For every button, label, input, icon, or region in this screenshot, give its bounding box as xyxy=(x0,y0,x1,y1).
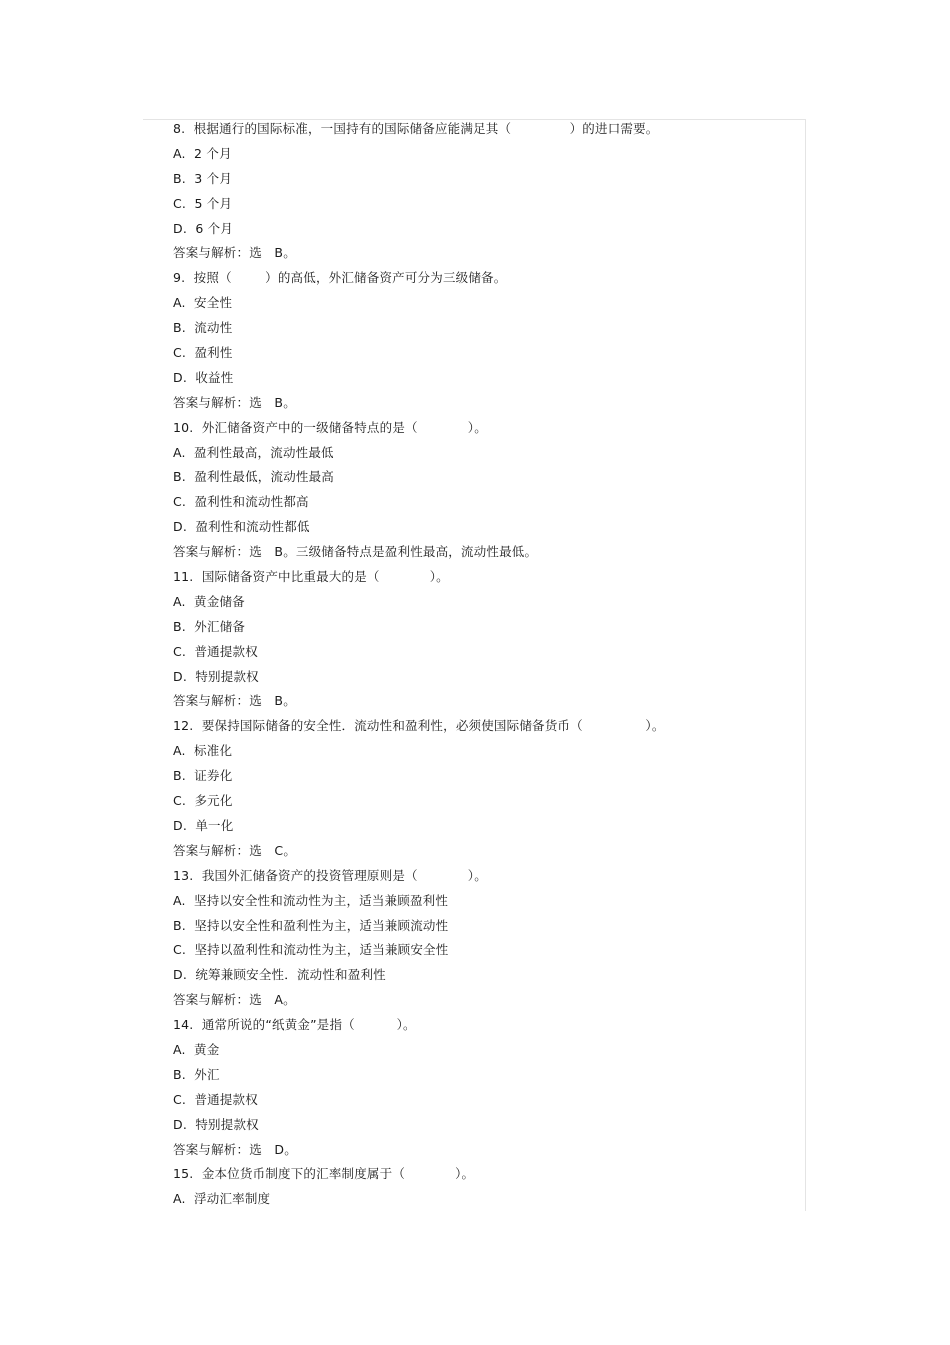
option-a: A. 坚持以安全性和流动性为主，适当兼顾盈利性 xyxy=(173,892,449,908)
answer-explanation: 答案与解析：选 B。 xyxy=(173,693,296,709)
question-9 xyxy=(173,266,793,415)
question-stem: 10. 外汇储备资产中的一级储备特点的是（ ）。 xyxy=(173,419,487,435)
question-15 xyxy=(173,1162,793,1212)
question-14 xyxy=(173,1013,793,1162)
option-b: B. 流动性 xyxy=(173,320,233,336)
option-d: D. 盈利性和流动性都低 xyxy=(173,519,310,535)
option-a: A. 安全性 xyxy=(173,295,233,311)
question-13 xyxy=(173,864,793,1013)
option-d: D. 收益性 xyxy=(173,369,234,385)
question-12 xyxy=(173,714,793,863)
option-c: C. 坚持以盈利性和流动性为主，适当兼顾安全性 xyxy=(173,942,449,958)
option-d: D. 统筹兼顾安全性．流动性和盈利性 xyxy=(173,967,386,983)
option-b: B. 3 个月 xyxy=(173,170,233,186)
question-11 xyxy=(173,565,793,714)
option-b: B. 外汇 xyxy=(173,1066,220,1082)
option-c: C. 盈利性和流动性都高 xyxy=(173,494,309,510)
answer-explanation: 答案与解析：选 A。 xyxy=(173,992,296,1008)
option-a: A. 2 个月 xyxy=(173,145,232,161)
answer-explanation: 答案与解析：选 D。 xyxy=(173,1141,297,1157)
option-b: B. 证券化 xyxy=(173,768,233,784)
option-d: D. 特别提款权 xyxy=(173,1116,259,1132)
question-stem: 15. 金本位货币制度下的汇率制度属于（ ）。 xyxy=(173,1166,475,1182)
option-a: A. 标准化 xyxy=(173,743,233,759)
option-c: C. 多元化 xyxy=(173,793,233,809)
option-d: D. 单一化 xyxy=(173,817,234,833)
option-a: A. 黄金 xyxy=(173,1041,220,1057)
answer-explanation: 答案与解析：选 B。 xyxy=(173,394,296,410)
option-a: A. 浮动汇率制度 xyxy=(173,1191,271,1207)
option-d: D. 特别提款权 xyxy=(173,668,259,684)
option-c: C. 5 个月 xyxy=(173,195,233,211)
option-b: B. 坚持以安全性和盈利性为主，适当兼顾流动性 xyxy=(173,917,449,933)
option-b: B. 盈利性最低，流动性最高 xyxy=(173,469,334,485)
option-c: C. 普通提款权 xyxy=(173,1091,258,1107)
answer-explanation: 答案与解析：选 B。三级储备特点是盈利性最高，流动性最低。 xyxy=(173,544,538,560)
question-8 xyxy=(173,117,793,266)
option-c: C. 普通提款权 xyxy=(173,643,258,659)
question-10 xyxy=(173,416,793,565)
option-c: C. 盈利性 xyxy=(173,345,233,361)
question-stem: 12. 要保持国际储备的安全性．流动性和盈利性，必须使国际储备货币（ ）。 xyxy=(173,718,665,734)
option-b: B. 外汇储备 xyxy=(173,618,246,634)
option-d: D. 6 个月 xyxy=(173,220,234,236)
question-stem: 11. 国际储备资产中比重最大的是（ ）。 xyxy=(173,569,449,585)
option-a: A. 盈利性最高，流动性最低 xyxy=(173,444,334,460)
question-stem: 14. 通常所说的“纸黄金”是指（ ）。 xyxy=(173,1017,416,1033)
answer-explanation: 答案与解析：选 C。 xyxy=(173,842,297,858)
question-stem: 13. 我国外汇储备资产的投资管理原则是（ ）。 xyxy=(173,867,487,883)
option-a: A. 黄金储备 xyxy=(173,593,245,609)
question-stem: 9. 按照（ ）的高低，外汇储备资产可分为三级储备。 xyxy=(173,270,507,286)
answer-explanation: 答案与解析：选 B。 xyxy=(173,245,296,261)
question-stem: 8. 根据通行的国际标准，一国持有的国际储备应能满足其（ ）的进口需要。 xyxy=(173,121,659,136)
question-list xyxy=(173,117,793,1212)
